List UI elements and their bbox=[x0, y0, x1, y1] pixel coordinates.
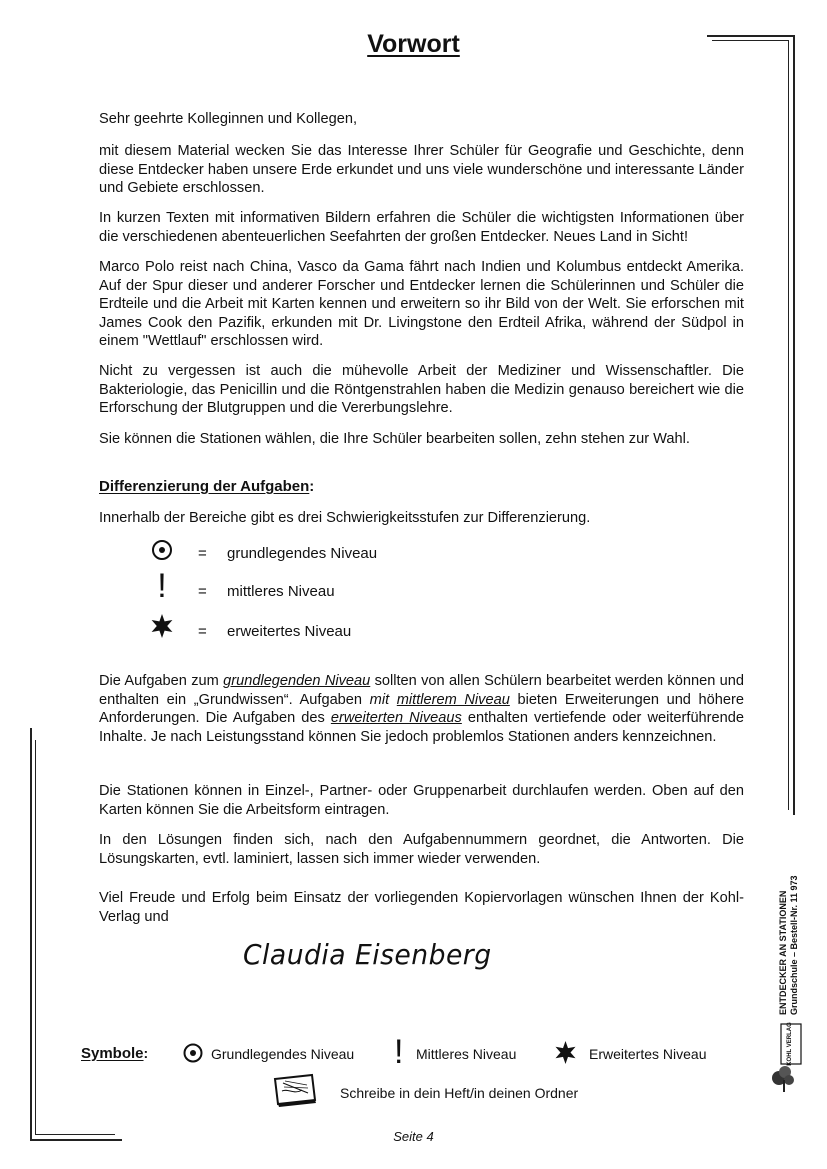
frame-bottom-left-v bbox=[30, 728, 32, 1140]
notebook-icon bbox=[272, 1073, 318, 1110]
differentiation-heading bbox=[99, 478, 314, 495]
level-row-basic bbox=[148, 540, 548, 570]
p6-text-f: bieten Erweiterungen und höhere Anforderungen. Die Aufgaben des bbox=[99, 691, 744, 726]
side-publication-info bbox=[778, 875, 800, 1015]
frame-top-right-v2 bbox=[788, 40, 789, 810]
level-row-medium bbox=[148, 567, 548, 608]
paragraph-5: Sie können die Stationen wählen, die Ihre Schüler bearbeiten sollen, zehn stehen zur Wahl. bbox=[99, 431, 690, 447]
frame-bottom-left-v2 bbox=[35, 740, 36, 1135]
page-number: Seite 4 bbox=[393, 1129, 434, 1144]
paragraph-8: In den Lösungen finden sich, nach den Aufgabennummern geordnet, die Antworten. Die Lösungskarten, evtl. laminiert, lassen sich immer wieder verwenden. bbox=[99, 832, 744, 867]
paragraph-7: Die Stationen können in Einzel-, Partner- oder Gruppenarbeit durchlaufen werden. Oben auf den Karten können Sie die Arbeitsform eintragen. bbox=[99, 783, 744, 818]
publisher-logo bbox=[769, 1022, 803, 1094]
exclamation-icon: ! bbox=[157, 567, 167, 605]
star-icon bbox=[148, 613, 176, 643]
paragraph-9: Viel Freude und Erfolg beim Einsatz der vorliegenden Kopiervorlagen wünschen Ihnen der Kohl-Verlag und bbox=[99, 890, 744, 925]
symbols-legend-title: Symbole bbox=[81, 1045, 144, 1062]
notebook-row bbox=[272, 1073, 602, 1107]
svg-text:KOHL VERLAG: KOHL VERLAG bbox=[787, 1022, 793, 1066]
legend-basic-label: Grundlegendes Niveau bbox=[211, 1046, 355, 1062]
legend-advanced-label: Erweitertes Niveau bbox=[589, 1046, 707, 1062]
p6-medium-level: mittlerem Niveau bbox=[396, 691, 510, 708]
differentiation-heading-text: Differenzierung der Aufgaben bbox=[99, 478, 310, 495]
level-equals: = bbox=[198, 583, 207, 600]
p6-text-d: mit bbox=[369, 691, 397, 708]
signature: Claudia Eisenberg bbox=[243, 938, 492, 971]
level-equals: = bbox=[198, 545, 207, 562]
p6-text-c: sollten von allen Schülern bearbeitet werden können und enthalten ein „Grundwissen“. Aufgaben bbox=[99, 673, 744, 708]
paragraph-2: In kurzen Texten mit informativen Bildern erfahren die Schüler die wichtigsten Informationen über die verschiedenen abenteuerlichen Seefahrten der großen Entdecker. Neues Land in Sicht! bbox=[99, 210, 744, 245]
level-label-basic: grundlegendes Niveau bbox=[227, 545, 378, 562]
symbols-legend-colon: : bbox=[143, 1045, 149, 1061]
p6-text-a: Die Aufgaben zum bbox=[99, 673, 224, 689]
legend-medium-label: Mittleres Niveau bbox=[416, 1046, 517, 1062]
frame-top-right-v bbox=[793, 35, 795, 815]
p6-text-h: enthalten vertiefende oder weiterführende Inhalte. Je nach Leistungsstand können Sie jedoch problemlos Stationen anders kennzeichnen. bbox=[99, 710, 744, 745]
side-order-number: Grundschule – Bestell-Nr. 11 973 bbox=[789, 875, 799, 1015]
side-title: ENTDECKER AN STATIONEN bbox=[778, 890, 788, 1015]
p6-advanced-level: erweiterten Niveaus bbox=[330, 710, 462, 726]
star-icon bbox=[553, 1040, 578, 1068]
circle-dot-icon bbox=[148, 538, 176, 566]
circle-dot-icon bbox=[182, 1042, 204, 1067]
exclamation-icon: ! bbox=[394, 1033, 404, 1071]
level-equals: = bbox=[198, 623, 207, 640]
differentiation-intro: Innerhalb der Bereiche gibt es drei Schwierigkeitsstufen zur Differenzierung. bbox=[99, 510, 591, 526]
greeting: Sehr geehrte Kolleginnen und Kollegen, bbox=[99, 111, 358, 127]
paragraph-6 bbox=[99, 672, 744, 746]
page-title: Vorwort bbox=[367, 30, 460, 58]
symbols-legend bbox=[81, 1033, 731, 1071]
p6-basic-level: grundlegenden Niveau bbox=[223, 673, 371, 689]
paragraph-1: mit diesem Material wecken Sie das Interesse Ihrer Schüler für Geografie und Geschichte, denn diese Entdecker haben unsere Erde erkundet und uns viele wunderschöne und interessante Länder und Gebiete erschlossen. bbox=[99, 143, 744, 196]
paragraph-4: Nicht zu vergessen ist auch die mühevolle Arbeit der Mediziner und Wissenschaftler. Die Bakteriologie, das Penicillin und die Röntgenstrahlen haben die Medizin genauso bereichert wie die Erforschung der Blutgruppen und die Vererbungslehre. bbox=[99, 363, 744, 416]
notebook-label: Schreibe in dein Heft/in deinen Ordner bbox=[340, 1085, 579, 1101]
paragraph-3: Marco Polo reist nach China, Vasco da Gama fährt nach Indien und Kolumbus entdeckt Amerika. Auf der Spur dieser und anderer Forscher und Entdecker lernen die Schülerinnen und Schüler die Erdteile und die Arbeit mit Karten kennen und erweitern so ihr Bild von der Welt. Sie erforschen mit James Cook den Pazifik, erkunden mit Dr. Livingstone den Erdteil Afrika, während der Südpol in einem "Wettlauf" erschlossen wird. bbox=[99, 259, 744, 349]
level-label-medium: mittleres Niveau bbox=[227, 583, 335, 600]
differentiation-heading-colon: : bbox=[309, 478, 315, 495]
level-label-advanced: erweitertes Niveau bbox=[227, 623, 352, 640]
level-row-advanced bbox=[148, 613, 548, 643]
